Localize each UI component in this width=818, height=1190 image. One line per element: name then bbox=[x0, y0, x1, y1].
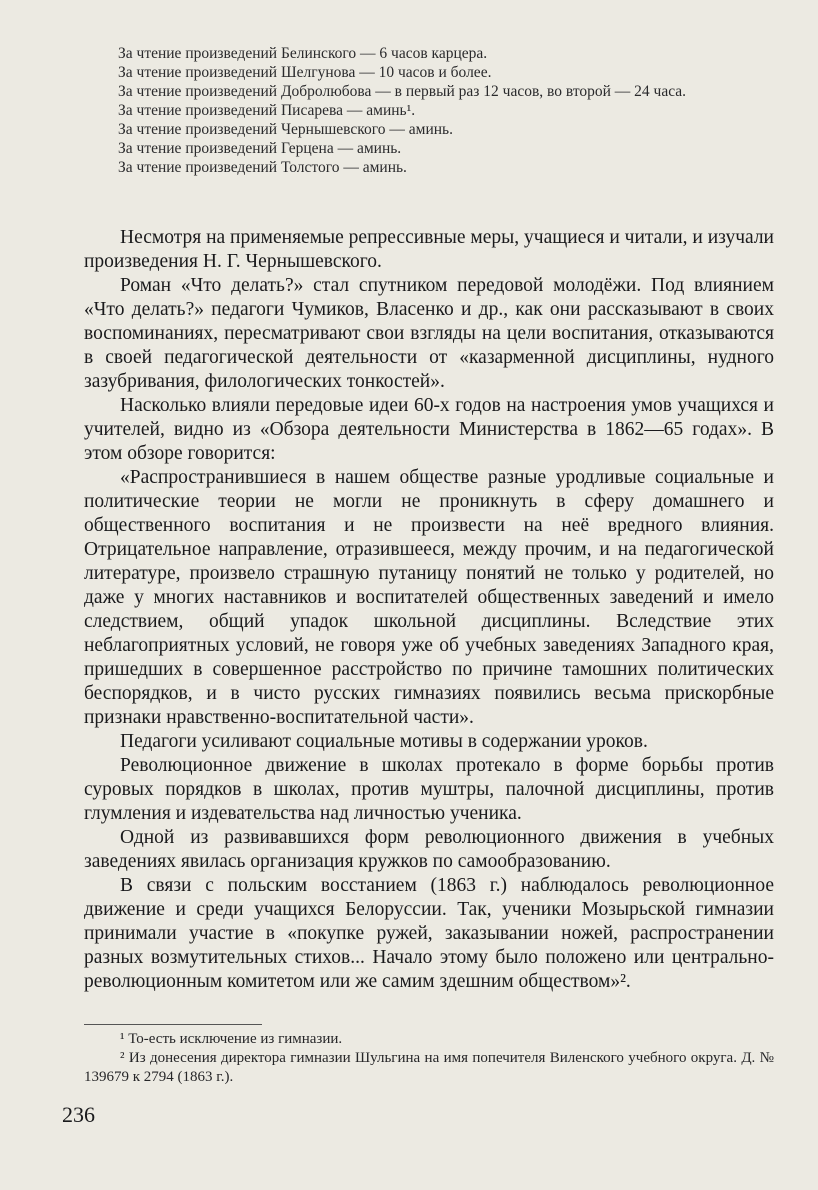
main-text bbox=[84, 226, 774, 994]
list-item: За чтение произведений Чернышевского — аминь. bbox=[118, 121, 453, 138]
paragraph: В связи с польским восстанием (1863 г.) наблюдалось революционное движение и среди учащихся Белоруссии. Так, ученики Мозырьской гимназии принимали участие в «покупке ружей, заказывании ножей, распространении разных возмутительных стихов... Начало этому было положено или центрально-революционным комитетом или же самим здешним обществом»². bbox=[84, 875, 774, 992]
paragraph: Одной из развивавшихся форм революционного движения в учебных заведениях явилась организация кружков по самообразованию. bbox=[84, 827, 774, 872]
paragraph: Революционное движение в школах протекало в форме борьбы против суровых порядков в школах, против муштры, палочной дисциплины, против глумления и издевательства над личностью ученика. bbox=[84, 755, 774, 824]
list-item: За чтение произведений Писарева — аминь¹. bbox=[118, 102, 416, 119]
footnote-divider bbox=[84, 1024, 262, 1025]
footnotes bbox=[84, 1030, 774, 1087]
paragraph: Несмотря на применяемые репрессивные меры, учащиеся и читали, и изучали произведения Н. Г. Чернышевского. bbox=[84, 227, 774, 272]
list-item: За чтение произведений Толстого — аминь. bbox=[118, 159, 407, 176]
footnote: ² Из донесения директора гимназии Шульгина на имя попечителя Виленского учебного округа. Д. № 139679 к 2794 (1863 г.). bbox=[84, 1050, 774, 1085]
paragraph: Насколько влияли передовые идеи 60-х годов на настроения умов учащихся и учителей, видно из «Обзора деятельности Министерства в 1862—65 годах». В этом обзоре говорится: bbox=[84, 395, 774, 464]
page-number: 236 bbox=[62, 1102, 95, 1127]
paragraph: Роман «Что делать?» стал спутником передовой молодёжи. Под влиянием «Что делать?» педагоги Чумиков, Власенко и др., как они рассказывают в своих воспоминаниях, пересматривают свои взгляды на цели воспитания, отказываются в своей педагогической деятельности от «казарменной дисциплины, нудного зазубривания, филологических тонкостей». bbox=[84, 275, 774, 392]
list-item: За чтение произведений Шелгунова — 10 часов и более. bbox=[118, 64, 492, 81]
list-item: За чтение произведений Добролюбова — в первый раз 12 часов, во второй — 24 часа. bbox=[118, 83, 687, 100]
list-item: За чтение произведений Герцена — аминь. bbox=[118, 140, 402, 157]
paragraph: Педагоги усиливают социальные мотивы в содержании уроков. bbox=[120, 731, 648, 752]
quote-paragraph: «Распространившиеся в нашем обществе разные уродливые социальные и политические теории не могли не проникнуть в сферу домашнего и общественного воспитания и не произвести на неё вредного влияния. Отрицательное направление, отразившееся, между прочим, и на педагогической литературе, произвело страшную путаницу понятий не только у родителей, но даже у многих наставников и воспитателей общественных заведений и имело следствием, общий упадок школьной дисциплины. Вследствие этих неблагоприятных условий, не говоря уже об учебных заведениях Западного края, пришедших в совершенное расстройство по причине тамошних политических беспорядков, и в чисто русских гимназиях появились весьма прискорбные признаки нравственно-воспитательной части». bbox=[84, 467, 774, 728]
footnote: ¹ То-есть исключение из гимназии. bbox=[120, 1031, 343, 1047]
list-item: За чтение произведений Белинского — 6 часов карцера. bbox=[118, 45, 488, 62]
punishment-list bbox=[118, 44, 766, 177]
